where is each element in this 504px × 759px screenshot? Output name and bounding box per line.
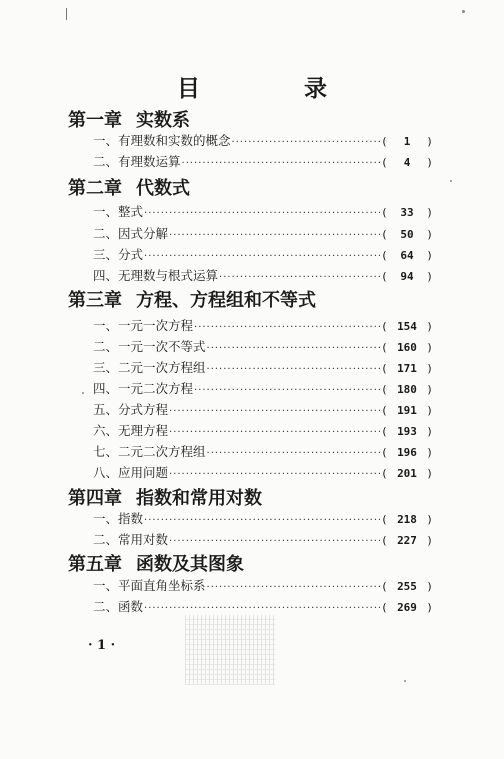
paren-close: ) xyxy=(426,206,433,219)
toc-entry-label: 六、无理方程 xyxy=(93,423,169,438)
dot-leader xyxy=(169,536,380,547)
dot-leader xyxy=(169,469,380,480)
toc-entry[interactable] xyxy=(93,358,433,376)
toc-entry[interactable] xyxy=(93,337,433,355)
toc-entry-label: 二、一元一次不等式 xyxy=(93,339,206,354)
dot-leader xyxy=(169,406,380,417)
page-number-value: 180 xyxy=(397,383,417,396)
toc-entry-label: 一、一元一次方程 xyxy=(93,318,194,333)
dot-leader xyxy=(169,427,380,438)
toc-entry[interactable] xyxy=(93,152,433,170)
paren-close: ) xyxy=(426,249,433,262)
page-number-value: 171 xyxy=(397,362,417,375)
toc-entry-page xyxy=(381,135,433,148)
chapter-name: 函数及其图象 xyxy=(136,554,244,575)
toc-entry[interactable] xyxy=(93,421,433,439)
paren-open: ( xyxy=(381,513,388,526)
toc-entry-page xyxy=(381,425,433,438)
toc-entry-page xyxy=(381,601,433,614)
chapter-name: 方程、方程组和不等式 xyxy=(136,290,316,311)
toc-entry-page xyxy=(381,580,433,593)
chapter-heading xyxy=(68,550,244,576)
toc-entry-label: 二、有理数运算 xyxy=(93,154,181,169)
page-title: 目 录 xyxy=(176,75,375,102)
toc-entry-label: 八、应用问题 xyxy=(93,465,169,480)
toc-entry[interactable] xyxy=(93,379,433,397)
page-number-value: 227 xyxy=(397,534,417,547)
toc-entry-label: 四、无理数与根式运算 xyxy=(93,268,219,283)
toc-entry-page xyxy=(381,206,433,219)
paren-close: ) xyxy=(426,513,433,526)
dot-leader xyxy=(207,582,380,593)
paren-close: ) xyxy=(426,320,433,333)
toc-entry-label: 二、常用对数 xyxy=(93,532,169,547)
paren-close: ) xyxy=(426,580,433,593)
toc-entry-label: 二、函数 xyxy=(93,599,144,614)
paren-open: ( xyxy=(381,362,388,375)
page-number-value: 64 xyxy=(400,249,414,262)
toc-entry-label: 三、二元一次方程组 xyxy=(93,360,206,375)
toc-entry-page xyxy=(381,446,433,459)
toc-entry[interactable] xyxy=(93,400,433,418)
dot-leader xyxy=(207,343,380,354)
toc-entry[interactable] xyxy=(93,597,433,615)
page-number-value: 191 xyxy=(397,404,417,417)
chapter-name: 指数和常用对数 xyxy=(136,488,262,509)
dot-leader xyxy=(219,272,380,283)
toc-entry-page xyxy=(381,404,433,417)
toc-entry[interactable] xyxy=(93,202,433,220)
paren-close: ) xyxy=(426,156,433,169)
scan-smudge xyxy=(185,615,275,685)
toc-entry-page xyxy=(381,341,433,354)
dot-leader xyxy=(144,208,380,219)
page-number-value: 269 xyxy=(397,601,417,614)
page-number-value: 193 xyxy=(397,425,417,438)
toc-entry-label: 一、整式 xyxy=(93,204,144,219)
chapter-heading xyxy=(68,484,262,510)
paren-open: ( xyxy=(381,341,388,354)
toc-entry-page xyxy=(381,228,433,241)
page-number-value: 255 xyxy=(397,580,417,593)
page-number-value: 154 xyxy=(397,320,417,333)
toc-entry[interactable] xyxy=(93,245,433,263)
toc-entry-label: 一、平面直角坐标系 xyxy=(93,578,206,593)
toc-entry-page xyxy=(381,534,433,547)
scan-speck xyxy=(462,10,465,13)
paren-open: ( xyxy=(381,446,388,459)
paren-close: ) xyxy=(426,404,433,417)
dot-leader xyxy=(232,137,380,148)
toc-entry-page xyxy=(381,513,433,526)
toc-entry[interactable] xyxy=(93,463,433,481)
chapter-number: 第一章 xyxy=(68,110,122,131)
paren-open: ( xyxy=(381,228,388,241)
paren-close: ) xyxy=(426,601,433,614)
chapter-heading xyxy=(68,174,190,200)
paren-open: ( xyxy=(381,135,388,148)
paren-open: ( xyxy=(381,383,388,396)
dot-leader xyxy=(144,603,380,614)
toc-entry-label: 一、有理数和实数的概念 xyxy=(93,133,231,148)
paren-open: ( xyxy=(381,534,388,547)
dot-leader xyxy=(194,322,380,333)
paren-open: ( xyxy=(381,580,388,593)
paren-open: ( xyxy=(381,249,388,262)
toc-entry-label: 三、分式 xyxy=(93,247,144,262)
paren-open: ( xyxy=(381,425,388,438)
chapter-heading xyxy=(68,106,190,132)
toc-entry-label: 五、分式方程 xyxy=(93,402,169,417)
page-number-value: 160 xyxy=(397,341,417,354)
toc-entry-page xyxy=(381,383,433,396)
paren-open: ( xyxy=(381,320,388,333)
paren-open: ( xyxy=(381,601,388,614)
paren-close: ) xyxy=(426,383,433,396)
scan-speck xyxy=(404,680,406,682)
paren-open: ( xyxy=(381,156,388,169)
paren-close: ) xyxy=(426,341,433,354)
paren-close: ) xyxy=(426,362,433,375)
dot-leader xyxy=(194,385,380,396)
paren-open: ( xyxy=(381,467,388,480)
paren-close: ) xyxy=(426,270,433,283)
scan-mark xyxy=(66,8,67,20)
toc-entry-page xyxy=(381,270,433,283)
page-number-value: 1 xyxy=(403,135,411,148)
page-number-value: 196 xyxy=(397,446,417,459)
scan-speck xyxy=(82,392,84,394)
page-number-value: 4 xyxy=(403,156,411,169)
paren-open: ( xyxy=(381,404,388,417)
page-number-value: 50 xyxy=(400,228,414,241)
paren-close: ) xyxy=(426,228,433,241)
toc-entry-page xyxy=(381,156,433,169)
dot-leader xyxy=(207,364,380,375)
toc-entry[interactable] xyxy=(93,576,433,594)
dot-leader xyxy=(144,515,380,526)
toc-entry[interactable] xyxy=(93,509,433,527)
dot-leader xyxy=(144,251,380,262)
chapter-heading xyxy=(68,286,316,312)
toc-entry[interactable] xyxy=(93,266,433,284)
paren-close: ) xyxy=(426,135,433,148)
toc-entry-page xyxy=(381,362,433,375)
scan-speck xyxy=(450,180,452,182)
toc-entry-page xyxy=(381,249,433,262)
toc-entry-label: 七、二元二次方程组 xyxy=(93,444,206,459)
toc-entry[interactable] xyxy=(93,224,433,242)
toc-entry[interactable] xyxy=(93,442,433,460)
toc-entry-label: 四、一元二次方程 xyxy=(93,381,194,396)
toc-entry[interactable] xyxy=(93,131,433,149)
paren-open: ( xyxy=(381,270,388,283)
toc-entry-page xyxy=(381,467,433,480)
chapter-name: 实数系 xyxy=(136,110,190,131)
page-number-value: 201 xyxy=(397,467,417,480)
toc-entry-label: 二、因式分解 xyxy=(93,226,169,241)
toc-entry-page xyxy=(381,320,433,333)
chapter-number: 第四章 xyxy=(68,488,122,509)
dot-leader xyxy=(182,158,380,169)
paren-close: ) xyxy=(426,534,433,547)
chapter-name: 代数式 xyxy=(136,178,190,199)
chapter-number: 第二章 xyxy=(68,178,122,199)
page-number-value: 94 xyxy=(400,270,414,283)
dot-leader xyxy=(169,230,380,241)
paren-close: ) xyxy=(426,467,433,480)
page-number-value: 33 xyxy=(400,206,414,219)
toc-entry[interactable] xyxy=(93,316,433,334)
page-number: · 1 · xyxy=(88,638,116,653)
toc-entry[interactable] xyxy=(93,530,433,548)
paren-open: ( xyxy=(381,206,388,219)
toc-entry-label: 一、指数 xyxy=(93,511,144,526)
paren-close: ) xyxy=(426,446,433,459)
dot-leader xyxy=(207,448,380,459)
chapter-number: 第五章 xyxy=(68,554,122,575)
page-number-value: 218 xyxy=(397,513,417,526)
chapter-number: 第三章 xyxy=(68,290,122,311)
paren-close: ) xyxy=(426,425,433,438)
